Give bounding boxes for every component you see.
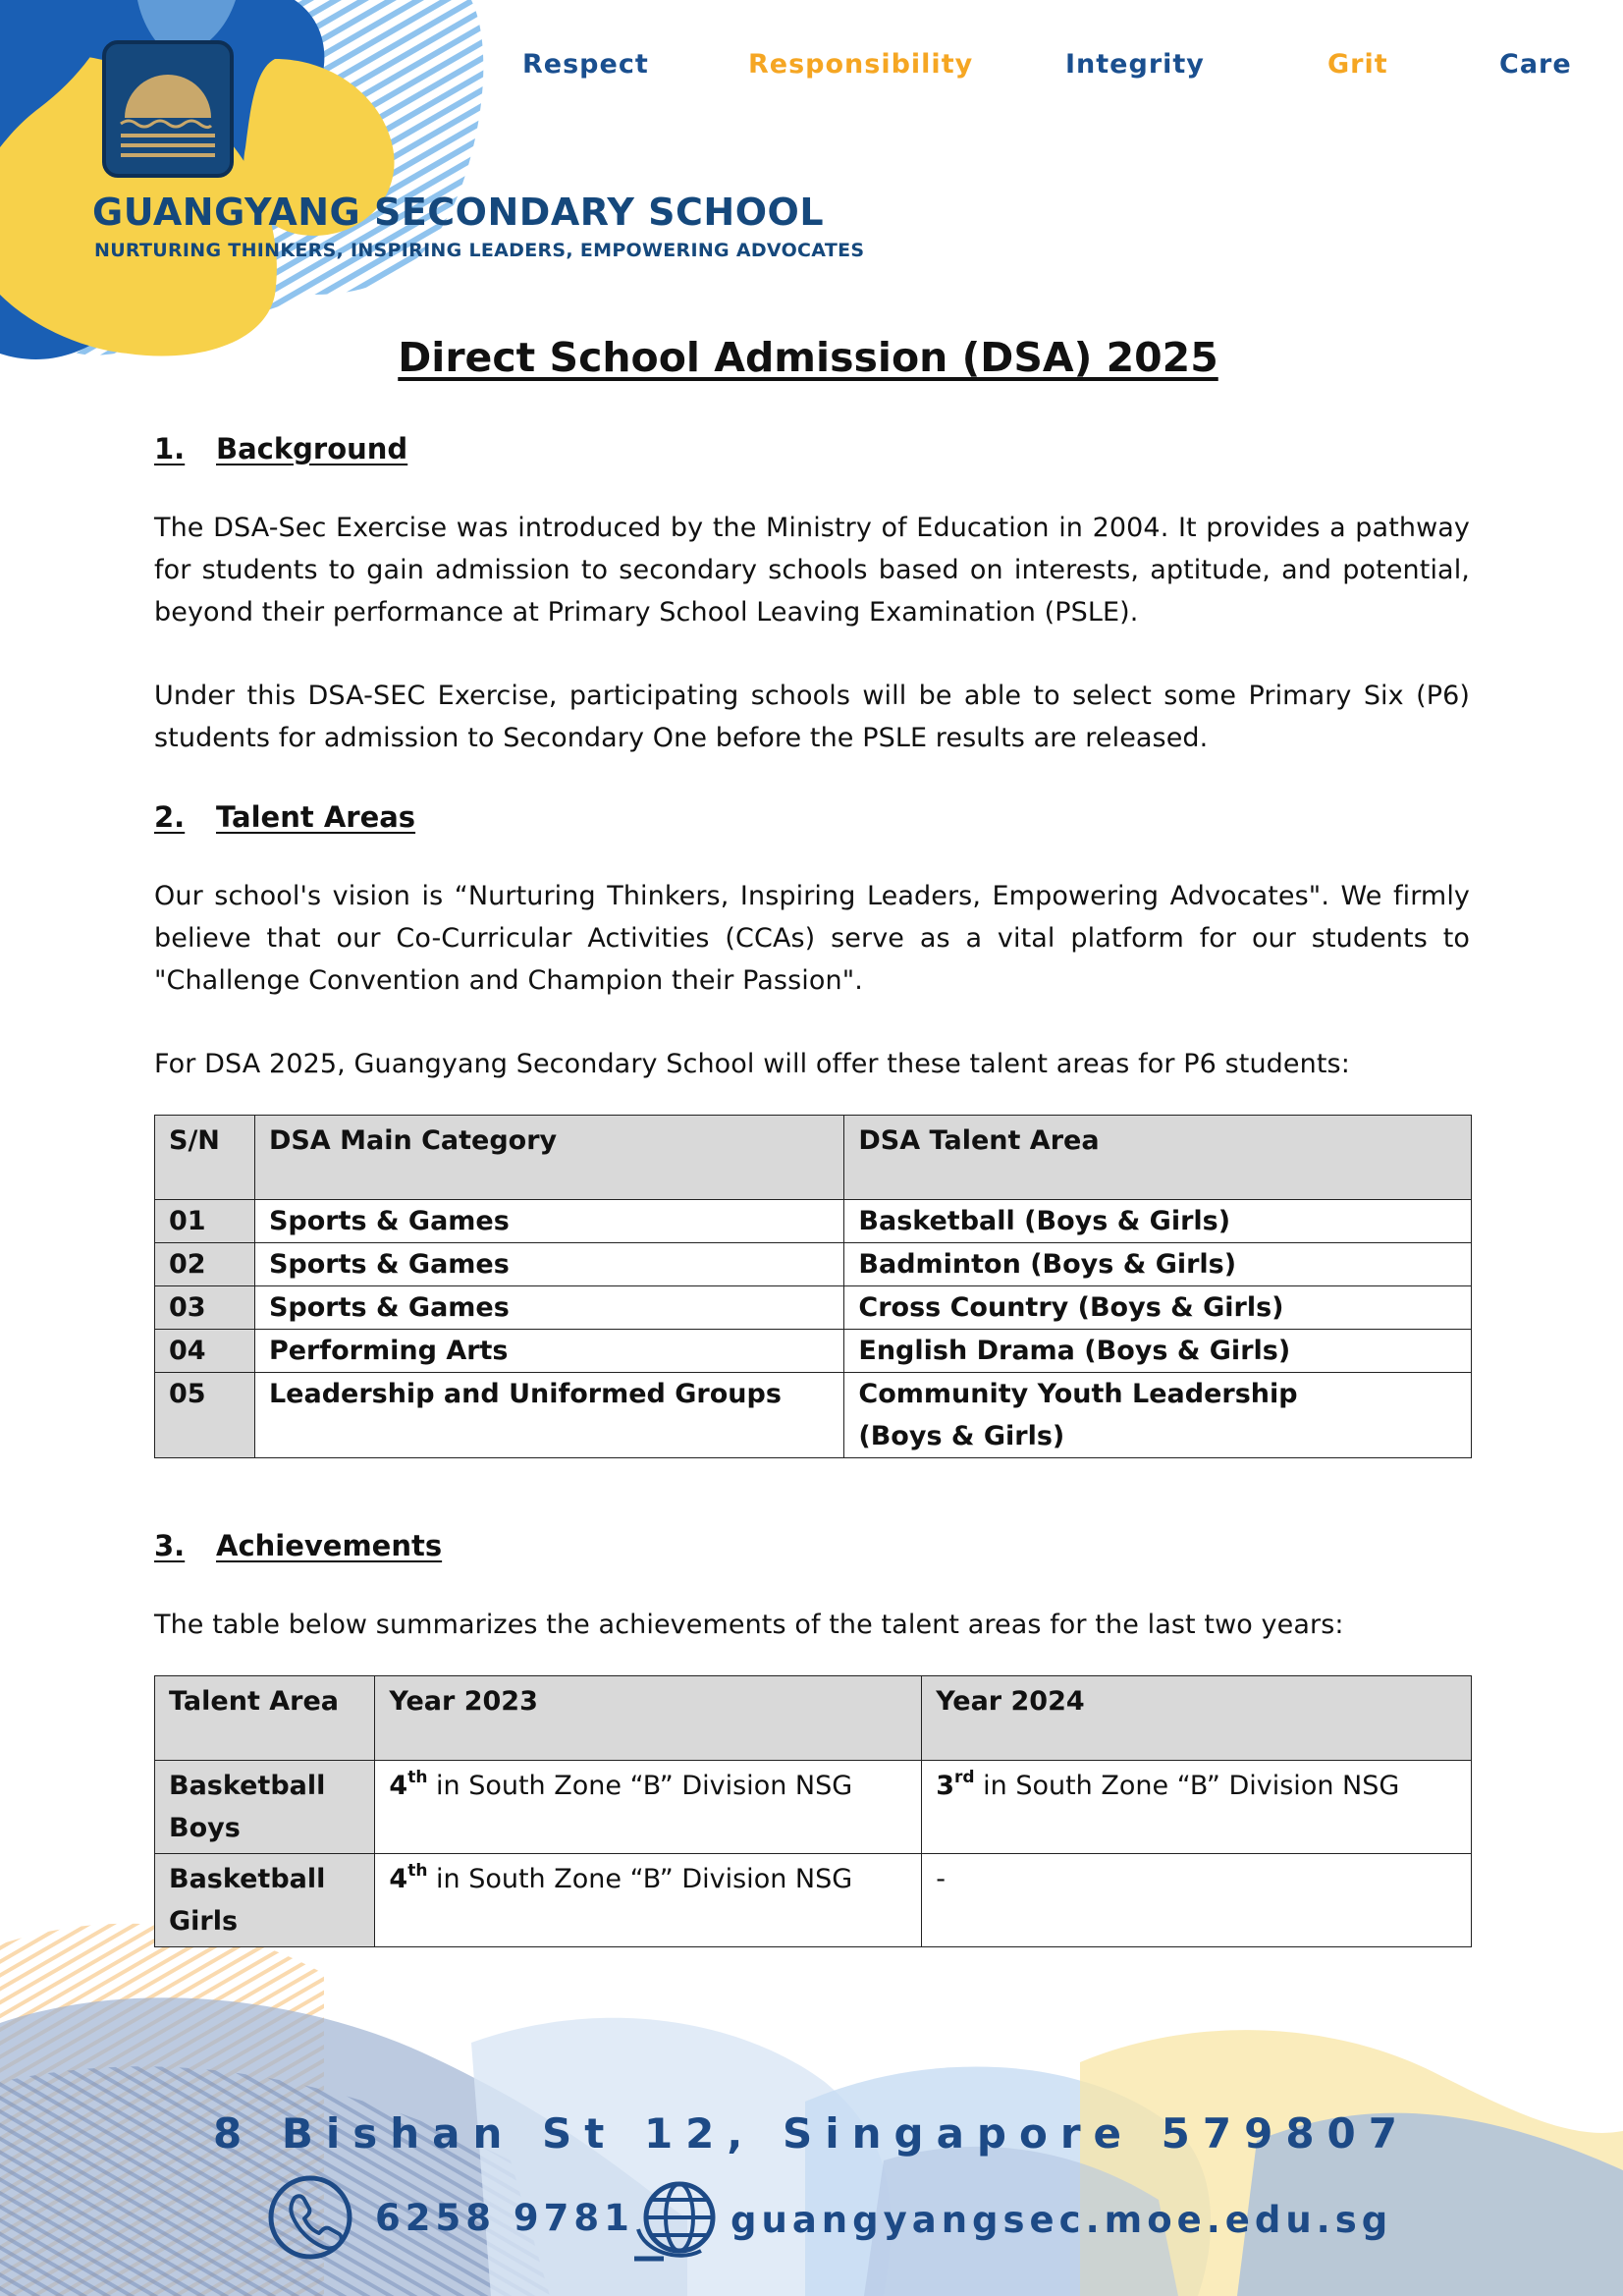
page-title: Direct School Admission (DSA) 2025 [398, 334, 1218, 381]
table-row [155, 1243, 1472, 1286]
table-cell: English Drama (Boys & Girls) [844, 1330, 1472, 1373]
table-cell [375, 1854, 922, 1947]
globe-icon [632, 2174, 725, 2265]
ordinal: 3 [936, 1771, 954, 1801]
table-header-cell: DSA Main Category [254, 1116, 843, 1200]
table-cell: Basketball (Boys & Girls) [844, 1200, 1472, 1243]
result-text: in South Zone “B” Division NSG [427, 1771, 853, 1801]
section-number: 3. [154, 1529, 186, 1562]
value-respect: Respect [522, 49, 649, 80]
table-header-cell: S/N [155, 1116, 255, 1200]
table-row [155, 1200, 1472, 1243]
table-cell [922, 1854, 1472, 1947]
ordinal-suffix: th [407, 1768, 428, 1787]
result-text: - [936, 1864, 946, 1894]
footer-address: 8 Bishan St 12, Singapore 579807 [212, 2109, 1411, 2158]
value-integrity: Integrity [1065, 49, 1205, 80]
paragraph: Under this DSA-SEC Exercise, participating schools will be able to select some Primary Six (P6) students for admission to Secondary One before the PSLE results are released. [154, 681, 1470, 753]
section-number: 1. [154, 432, 186, 465]
table-row [155, 1373, 1472, 1458]
ordinal: 4 [389, 1864, 408, 1894]
value-responsibility: Responsibility [748, 49, 974, 80]
table-cell: Leadership and Uniformed Groups [254, 1373, 843, 1458]
table-cell: 05 [155, 1373, 255, 1458]
paragraph: Our school's vision is “Nurturing Thinkers, Inspiring Leaders, Empowering Advocates". We firmly believe that our Co-Curricular Activities (CCAs) serve as a vital platform for our students to "Challenge Convention and Champion their Passion". [154, 881, 1470, 996]
value-care: Care [1499, 49, 1572, 80]
section-title: Talent Areas [216, 800, 416, 834]
table-cell: Sports & Games [254, 1200, 843, 1243]
school-name: GUANGYANG SECONDARY SCHOOL [92, 191, 825, 234]
table-cell [375, 1761, 922, 1854]
school-values [0, 49, 1623, 88]
table-cell [922, 1761, 1472, 1854]
table-cell: 02 [155, 1243, 255, 1286]
achievements-table [154, 1675, 1472, 1947]
table-row [155, 1286, 1472, 1330]
phone-number: 6258 9781 [375, 2196, 634, 2239]
table-cell: 04 [155, 1330, 255, 1373]
table-row [155, 1761, 1472, 1854]
ordinal-suffix: th [407, 1861, 428, 1881]
table-header-cell: Year 2024 [922, 1676, 1472, 1761]
value-grit: Grit [1327, 49, 1388, 80]
section-heading-achievements [154, 1529, 1470, 1562]
table-cell: Sports & Games [254, 1243, 843, 1286]
paragraph: For DSA 2025, Guangyang Secondary School will offer these talent areas for P6 students: [154, 1049, 1350, 1079]
table-header-cell: Talent Area [155, 1676, 375, 1761]
table-cell: Performing Arts [254, 1330, 843, 1373]
table-header-row [155, 1676, 1472, 1761]
table-cell: Basketball Boys [155, 1761, 375, 1854]
table-cell: 01 [155, 1200, 255, 1243]
talent-areas-table [154, 1115, 1472, 1458]
table-cell: 03 [155, 1286, 255, 1330]
website-url: guangyangsec.moe.edu.sg [730, 2198, 1393, 2241]
table-row [155, 1330, 1472, 1373]
section-title: Achievements [216, 1529, 443, 1562]
table-cell: Community Youth Leadership (Boys & Girls) [844, 1373, 1472, 1458]
footer-phone [267, 2174, 634, 2261]
table-header-row [155, 1116, 1472, 1200]
footer-website [632, 2174, 1392, 2265]
table-header-cell: Year 2023 [375, 1676, 922, 1761]
table-header-cell: DSA Talent Area [844, 1116, 1472, 1200]
table-row [155, 1854, 1472, 1947]
document-body [154, 334, 1470, 1947]
result-text: in South Zone “B” Division NSG [427, 1864, 853, 1894]
paragraph: The table below summarizes the achievements of the talent areas for the last two years: [154, 1610, 1344, 1640]
section-heading-background [154, 432, 1470, 465]
table-cell: Basketball Girls [155, 1854, 375, 1947]
table-cell: Badminton (Boys & Girls) [844, 1243, 1472, 1286]
school-motto: NURTURING THINKERS, INSPIRING LEADERS, EMPOWERING ADVOCATES [94, 240, 865, 261]
section-heading-talent-areas [154, 800, 1470, 834]
table-cell: Sports & Games [254, 1286, 843, 1330]
paragraph: The DSA-Sec Exercise was introduced by the Ministry of Education in 2004. It provides a pathway for students to gain admission to secondary schools based on interests, aptitude, and potential, beyond their performance at Primary School Leaving Examination (PSLE). [154, 513, 1470, 628]
ordinal: 4 [389, 1771, 408, 1801]
section-title: Background [216, 432, 408, 465]
section-number: 2. [154, 800, 186, 834]
result-text: in South Zone “B” Division NSG [974, 1771, 1400, 1801]
phone-icon [267, 2174, 353, 2261]
ordinal-suffix: rd [953, 1768, 975, 1787]
table-cell: Cross Country (Boys & Girls) [844, 1286, 1472, 1330]
